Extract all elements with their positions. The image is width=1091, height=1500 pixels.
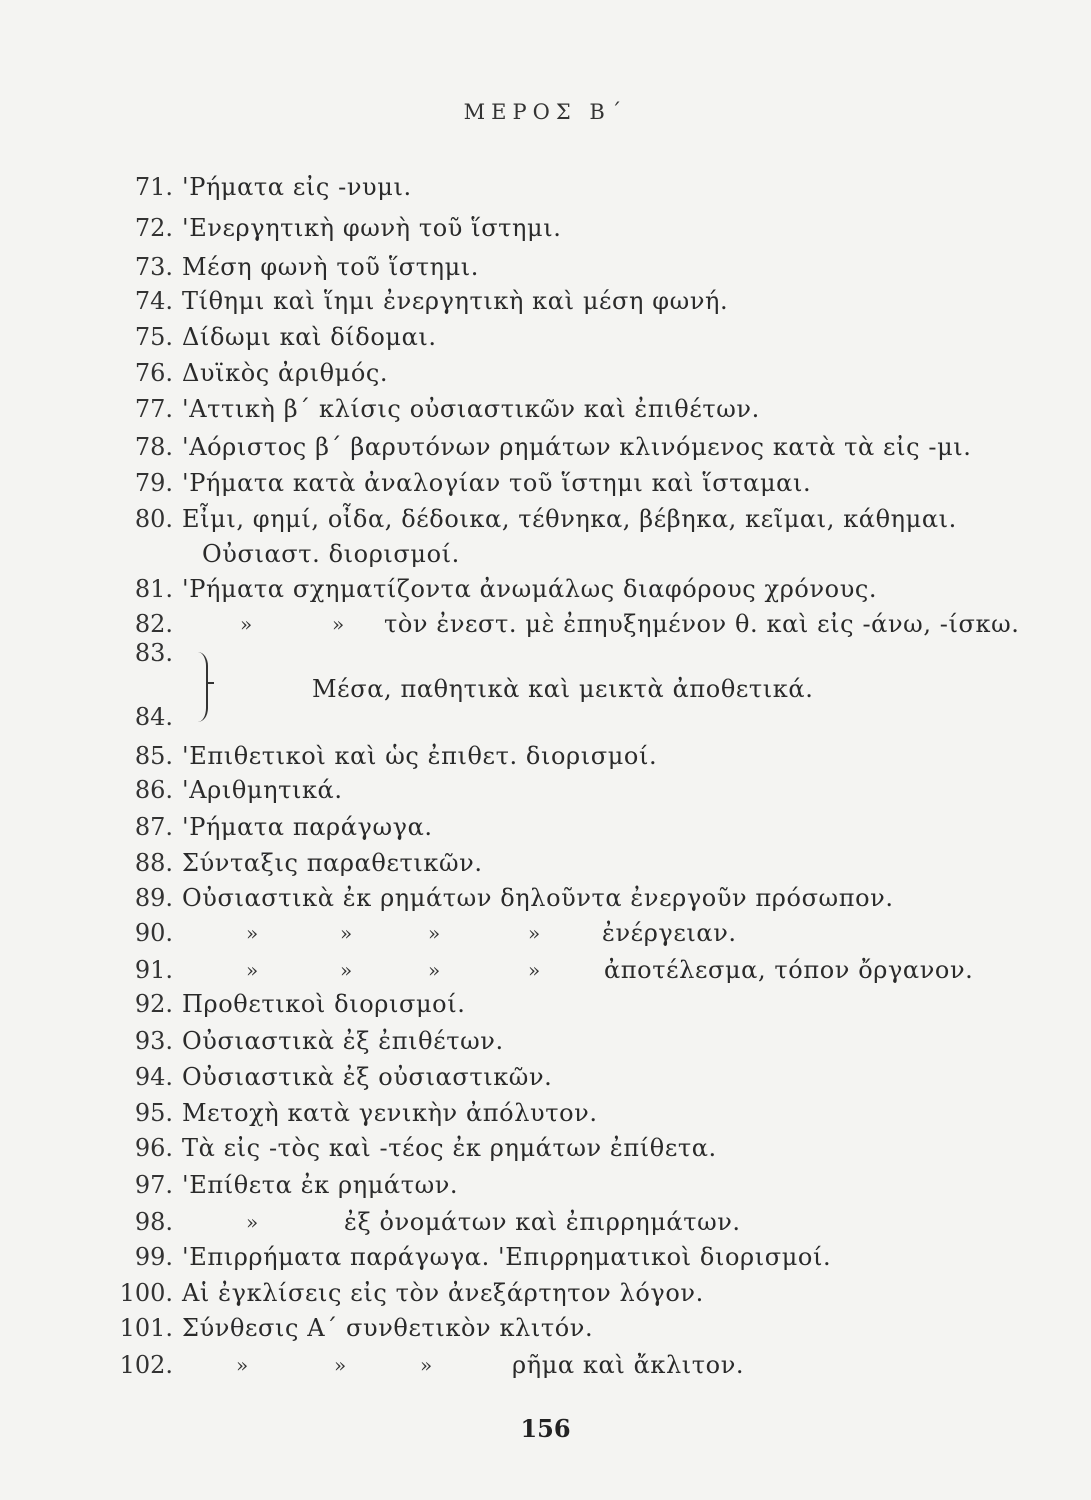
item-text: ρῆμα καὶ ἄκλιτον.: [512, 1351, 745, 1379]
item-text: Οὐσιαστικὰ ἐξ οὐσιαστικῶν.: [182, 1063, 553, 1091]
list-item: [0, 356, 1091, 390]
item-number: 92.: [134, 990, 173, 1018]
list-item: [0, 170, 1091, 204]
list-item: [0, 1131, 1091, 1165]
item-number: 78.: [134, 433, 173, 461]
ditto-mark: »: [428, 921, 441, 945]
item-number: 76.: [134, 359, 173, 387]
item-text: Αἱ ἐγκλίσεις εἰς τὸν ἀνεξάρτητον λόγον.: [182, 1279, 704, 1307]
list-item: [0, 250, 1091, 284]
item-number: 102.: [119, 1351, 173, 1379]
list-item: [0, 987, 1091, 1021]
item-number: 79.: [134, 469, 173, 497]
item-text: Οὐσιαστικὰ ἐκ ρημάτων δηλοῦντα ἐνεργοῦν πρόσωπον.: [182, 884, 894, 912]
item-text: Προθετικοὶ διορισμοί.: [182, 990, 466, 1018]
ditto-mark: »: [334, 1353, 347, 1377]
item-number: 71.: [134, 173, 173, 201]
item-text: Μετοχὴ κατὰ γενικὴν ἀπόλυτον.: [182, 1099, 598, 1127]
item-text: Σύνθεσις Α΄ συνθετικὸν κλιτόν.: [182, 1314, 594, 1342]
item-number: 81.: [134, 575, 173, 603]
list-item: [0, 320, 1091, 354]
item-number: 98.: [134, 1208, 173, 1236]
item-text: 'Ρήματα σχηματίζοντα ἀνωμάλως διαφόρους χρόνους.: [182, 575, 878, 603]
list-item: [0, 700, 1091, 734]
ditto-mark: »: [246, 1210, 259, 1234]
item-text: Μέση φωνὴ τοῦ ἵστημι.: [182, 253, 480, 281]
item-text: Σύνταξις παραθετικῶν.: [182, 849, 483, 877]
item-number: 84.: [134, 703, 173, 731]
item-number: 75.: [134, 323, 173, 351]
list-item: [0, 502, 1091, 536]
item-text: τὸν ἐνεστ. μὲ ἐπηυξημένον θ. καὶ εἰς -άνω, -ίσκω.: [384, 610, 1020, 638]
ditto-mark: »: [340, 921, 353, 945]
list-item: [0, 1096, 1091, 1130]
list-item: [0, 392, 1091, 426]
item-number: 85.: [134, 742, 173, 770]
item-text: Δίδωμι καὶ δίδομαι.: [182, 323, 437, 351]
item-text: ἀποτέλεσμα, τόπον ὄργανον.: [604, 956, 974, 984]
list-item: [0, 430, 1091, 464]
ditto-mark: »: [246, 921, 259, 945]
list-item: [0, 636, 1091, 670]
list-item: [0, 916, 1091, 950]
list-item: [0, 466, 1091, 500]
item-text: 'Αττικὴ β΄ κλίσις οὐσιαστικῶν καὶ ἐπιθέτων.: [182, 395, 760, 423]
item-number: 83.: [134, 639, 173, 667]
item-number: 89.: [134, 884, 173, 912]
list-item: [0, 1348, 1091, 1382]
list-item-continuation: [0, 537, 1091, 571]
item-number: 88.: [134, 849, 173, 877]
list-item: [0, 1311, 1091, 1345]
ditto-mark: »: [332, 612, 345, 636]
list-item: [0, 810, 1091, 844]
item-text: Μέσα, παθητικὰ καὶ μεικτὰ ἀποθετικά.: [312, 675, 814, 703]
item-text: 'Ρήματα κατὰ ἀναλογίαν τοῦ ἵστημι καὶ ἵσταμαι.: [182, 469, 812, 497]
item-text: Οὐσιαστικὰ ἐξ ἐπιθέτων.: [182, 1027, 504, 1055]
item-text: 'Ενεργητικὴ φωνὴ τοῦ ἵστημι.: [182, 214, 562, 242]
item-text: 'Αριθμητικά.: [182, 776, 343, 804]
page-heading: ΜΕΡΟΣ Β΄: [463, 100, 628, 124]
ditto-mark: »: [246, 958, 259, 982]
item-text: ἐξ ὀνομάτων καὶ ἐπιρρημάτων.: [344, 1208, 741, 1236]
item-number: 95.: [134, 1099, 173, 1127]
list-item: [0, 881, 1091, 915]
list-item: [0, 739, 1091, 773]
item-number: 74.: [134, 287, 173, 315]
item-number: 100.: [119, 1279, 173, 1307]
item-number: 91.: [134, 956, 173, 984]
item-text: ἐνέργειαν.: [602, 919, 737, 947]
item-text: 'Αόριστος β΄ βαρυτόνων ρημάτων κλινόμενος κατὰ τὰ εἰς -μι.: [182, 433, 972, 461]
list-item: [0, 211, 1091, 245]
item-number: 97.: [134, 1171, 173, 1199]
item-text: Εἶμι, φημί, οἶδα, δέδοικα, τέθνηκα, βέβηκα, κεῖμαι, κάθημαι.: [182, 505, 957, 533]
item-text: 'Επίθετα ἐκ ρημάτων.: [182, 1171, 459, 1199]
list-item: [0, 1205, 1091, 1239]
item-number: 72.: [134, 214, 173, 242]
item-number: 90.: [134, 919, 173, 947]
item-text: 'Επιρρήματα παράγωγα. 'Επιρρηματικοὶ διορισμοί.: [182, 1243, 832, 1271]
item-number: 87.: [134, 813, 173, 841]
list-item: [0, 1240, 1091, 1274]
item-text: Δυϊκὸς ἀριθμός.: [182, 359, 389, 387]
ditto-mark: »: [528, 921, 541, 945]
ditto-mark: »: [340, 958, 353, 982]
item-number: 77.: [134, 395, 173, 423]
ditto-mark: »: [428, 958, 441, 982]
list-item: [0, 1060, 1091, 1094]
item-text: Τίθημι καὶ ἵημι ἐνεργητικὴ καὶ μέση φωνή.: [182, 287, 729, 315]
item-number: 96.: [134, 1134, 173, 1162]
item-number: 101.: [119, 1314, 173, 1342]
item-text: 'Ρήματα παράγωγα.: [182, 813, 433, 841]
item-number: 86.: [134, 776, 173, 804]
list-item: [0, 1276, 1091, 1310]
item-number: 99.: [134, 1243, 173, 1271]
item-number: 82.: [134, 610, 173, 638]
list-item: [0, 572, 1091, 606]
list-item: [0, 1024, 1091, 1058]
item-number: 73.: [134, 253, 173, 281]
item-number: 93.: [134, 1027, 173, 1055]
item-text: 'Ρήματα εἰς -νυμι.: [182, 173, 412, 201]
ditto-mark: »: [420, 1353, 433, 1377]
ditto-mark: »: [528, 958, 541, 982]
list-item: [0, 773, 1091, 807]
ditto-mark: »: [240, 612, 253, 636]
item-text: Τὰ εἰς -τὸς καὶ -τέος ἐκ ρημάτων ἐπίθετα.: [182, 1134, 717, 1162]
ditto-mark: »: [236, 1353, 249, 1377]
item-number: 80.: [134, 505, 173, 533]
item-text: Οὐσιαστ. διορισμοί.: [202, 540, 460, 568]
list-item: [0, 846, 1091, 880]
list-item: [0, 953, 1091, 987]
item-number: 94.: [134, 1063, 173, 1091]
page-number: 156: [520, 1414, 571, 1443]
list-item: [0, 1168, 1091, 1202]
list-item: [0, 284, 1091, 318]
item-text: 'Επιθετικοὶ καὶ ὡς ἐπιθετ. διορισμοί.: [182, 742, 658, 770]
